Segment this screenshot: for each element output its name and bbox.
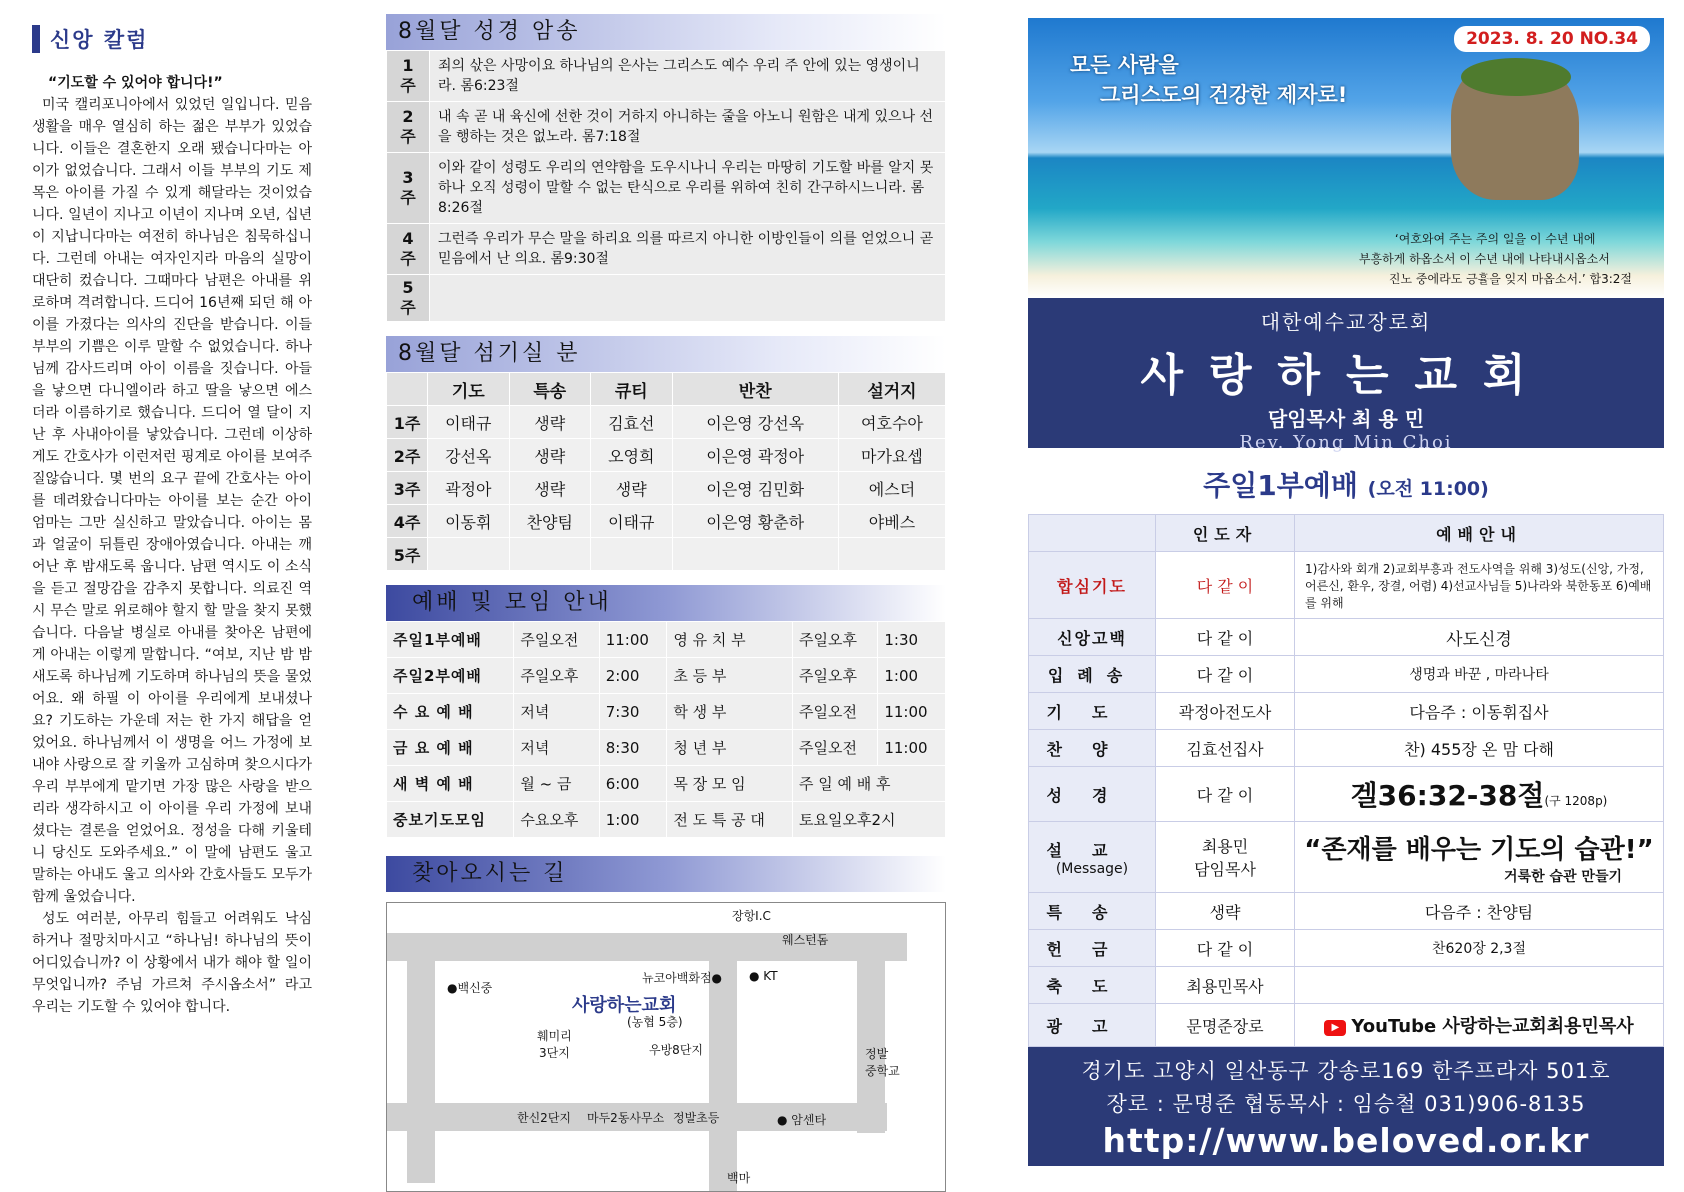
order-guide <box>1295 1004 1664 1047</box>
table-row <box>1029 656 1664 693</box>
order-name: 헌금 <box>1029 930 1156 967</box>
footer <box>1028 1047 1664 1166</box>
directions-map <box>386 902 946 1192</box>
cell: 저녁 <box>514 694 599 730</box>
essay-title: “기도할 수 있어야 합니다!” <box>48 75 223 91</box>
essay-paragraph-2: 성도 여러분, 아무리 힘들고 어려워도 낙심하거나 절망치마시고 “하나님! 하나님의 뜻이 어디있습니까? 이 상황에서 내가 해야 할 일이 무엇입니까? 주님 가르쳐 주시옵소서” 라고 우리는 기도할 수 있어야 합니다. <box>32 911 312 1015</box>
map-label: ● 암센타 <box>777 1113 827 1127</box>
table-row <box>387 102 946 153</box>
map-label: 장항I.C <box>732 909 771 923</box>
table-row <box>1029 822 1664 893</box>
order-guide: 생명과 바꾼 , 마라나타 <box>1295 656 1664 693</box>
table-row <box>387 505 946 538</box>
cell: 전 도 특 공 대 <box>667 802 793 838</box>
cell: 이태규 <box>591 505 673 538</box>
table-row <box>387 153 946 224</box>
map-label: 정발초등 <box>673 1111 720 1125</box>
youtube-icon: ▶ <box>1324 1020 1346 1036</box>
cell <box>672 538 838 571</box>
slogan <box>1070 50 1347 110</box>
cell: 3주 <box>387 472 428 505</box>
cell: 5주 <box>387 538 428 571</box>
cell: 주일2부예배 <box>387 658 514 694</box>
order-leader: 문명준장로 <box>1156 1004 1295 1047</box>
cell: 1:00 <box>599 802 667 838</box>
verse-text <box>430 275 946 322</box>
bulletin-cover <box>1028 18 1664 1166</box>
service-title <box>1028 464 1664 504</box>
faith-column <box>32 22 312 1018</box>
map-label: 마두2동사무소 <box>587 1111 665 1125</box>
order-name-sub: (Message) <box>1055 860 1129 877</box>
cell: 이은영 황춘하 <box>672 505 838 538</box>
week-label: 1주 <box>387 51 430 102</box>
table-row <box>387 275 946 322</box>
order-leader: 다 같 이 <box>1156 767 1295 822</box>
cell: 생략 <box>509 472 591 505</box>
table-row <box>1029 1004 1664 1047</box>
service-name: 주일1부예배 <box>1203 469 1358 502</box>
cover-quote <box>1359 229 1632 289</box>
cell: 주일오전 <box>793 730 878 766</box>
order-guide: 1)감사와 회개 2)교회부흥과 전도사역을 위해 3)성도(신앙, 가정, 어른신, 환우, 장결, 어렴) 4)선교사님들 5)나라와 북한동포 6)예배를 위해 <box>1295 552 1664 619</box>
table-row <box>387 622 946 658</box>
meetings-header: 예배 및 모임 안내 <box>386 585 946 621</box>
duty-table <box>386 372 946 571</box>
map-church-label: 사랑하는교회 <box>572 995 677 1016</box>
preacher-title: 담임목사 <box>1194 860 1256 879</box>
table-row <box>1029 552 1664 619</box>
order-guide: 사도신경 <box>1295 619 1664 656</box>
week-label: 5주 <box>387 275 430 322</box>
cell: 월 ~ 금 <box>514 766 599 802</box>
map-label: ●백신중 <box>447 981 493 995</box>
church-name: 사랑하는교회 <box>1140 350 1552 401</box>
order-leader: 다 같 이 <box>1156 930 1295 967</box>
table-row <box>387 51 946 102</box>
map-label: 훼미리 3단지 <box>537 1029 572 1060</box>
scripture-reference: 겔36:32-38절 <box>1350 779 1545 812</box>
cell: 2:00 <box>599 658 667 694</box>
scripture-page: (구 1208p) <box>1544 794 1608 808</box>
table-row <box>387 538 946 571</box>
cell: 1:30 <box>878 622 946 658</box>
verses-table <box>386 50 946 322</box>
header-bar <box>32 25 40 53</box>
map-label: 뉴코아백화점● <box>642 971 723 985</box>
map-label: 백마 <box>727 1171 751 1185</box>
cell: 중보기도모임 <box>387 802 514 838</box>
order-leader: 다 같 이 <box>1156 619 1295 656</box>
cell: 찬양팀 <box>509 505 591 538</box>
cell: 곽정아 <box>428 472 510 505</box>
order-leader: 다 같 이 <box>1156 656 1295 693</box>
table-row <box>1029 619 1664 656</box>
cell: 생략 <box>591 472 673 505</box>
cell: 마가요셉 <box>838 439 945 472</box>
col-header: 특송 <box>509 373 591 406</box>
cell: 7:30 <box>599 694 667 730</box>
quote-line: ‘여호와여 주는 주의 일을 이 수년 내에 <box>1394 232 1596 246</box>
col-header <box>1029 515 1156 552</box>
issue-date: 2023. 8. 20 NO.34 <box>1454 26 1650 52</box>
table-row <box>387 658 946 694</box>
order-name: 축도 <box>1029 967 1156 1004</box>
cell: 주일오후 <box>793 622 878 658</box>
slogan-line-1: 모든 사람을 <box>1070 53 1179 77</box>
island-rock-image <box>1451 60 1579 200</box>
verse-text: 죄의 삯은 사망이요 하나님의 은사는 그리스도 예수 우리 주 안에 있는 영생이니라. 롬6:23절 <box>430 51 946 102</box>
church-banner <box>1028 298 1664 453</box>
cell: 이은영 강선옥 <box>672 406 838 439</box>
order-name: 합심기도 <box>1029 552 1156 619</box>
church-address: 경기도 고양시 일산동구 강송로169 한주프라자 501호 <box>1081 1059 1611 1083</box>
cell: 4주 <box>387 505 428 538</box>
col-header: 반찬 <box>672 373 838 406</box>
directions-header: 찾아오시는 길 <box>386 856 946 892</box>
table-row <box>387 766 946 802</box>
table-row <box>1029 730 1664 767</box>
church-website-link[interactable]: http://www.beloved.or.kr <box>1102 1121 1590 1160</box>
table-header-row <box>387 373 946 406</box>
order-name-text: 설교 <box>1046 840 1138 860</box>
cell: 11:00 <box>878 730 946 766</box>
order-leader <box>1156 822 1295 893</box>
verses-header: 8월달 성경 암송 <box>386 14 946 50</box>
col-header: 예배안내 <box>1295 515 1664 552</box>
col-header <box>387 373 428 406</box>
table-row <box>1029 967 1664 1004</box>
cell: 이은영 김민화 <box>672 472 838 505</box>
cell: 목 장 모 임 <box>667 766 793 802</box>
duty-header: 8월달 섬기실 분 <box>386 336 946 372</box>
meetings-table <box>386 621 946 838</box>
sermon-subtitle: 거룩한 습관 만들기 <box>1504 868 1622 885</box>
cell: 야베스 <box>838 505 945 538</box>
pastor-name-en: Rev. Yong Min Choi <box>1239 432 1453 453</box>
table-row <box>387 802 946 838</box>
order-leader: 최용민목사 <box>1156 967 1295 1004</box>
cell: 주일1부예배 <box>387 622 514 658</box>
week-label: 3주 <box>387 153 430 224</box>
table-row <box>387 694 946 730</box>
table-row <box>387 224 946 275</box>
order-guide <box>1295 967 1664 1004</box>
cell <box>838 538 945 571</box>
cell: 생략 <box>509 439 591 472</box>
cell: 학 생 부 <box>667 694 793 730</box>
cell: 8:30 <box>599 730 667 766</box>
cell: 금 요 예 배 <box>387 730 514 766</box>
map-label: 정발 중학교 <box>865 1047 900 1078</box>
order-name: 신앙고백 <box>1029 619 1156 656</box>
worship-order-table <box>1028 514 1664 1047</box>
order-guide: 찬620장 2,3절 <box>1295 930 1664 967</box>
cell: 1주 <box>387 406 428 439</box>
cell: 토요일오후2시 <box>793 802 946 838</box>
col-header: 기도 <box>428 373 510 406</box>
order-name: 입례송 <box>1029 656 1156 693</box>
cell: 11:00 <box>599 622 667 658</box>
quote-line: 부흥하게 하옵소서 이 수년 내에 나타내시옵소서 <box>1358 252 1610 266</box>
table-row <box>387 730 946 766</box>
verse-text: 이와 같이 성령도 우리의 연약함을 도우시나니 우리는 마땅히 기도할 바를 알지 못하나 오직 성령이 말할 수 없는 탄식으로 우리를 위하여 친히 간구하시느니라. 롬8:26절 <box>430 153 946 224</box>
cell: 영 유 치 부 <box>667 622 793 658</box>
slogan-line-2: 그리스도의 건강한 제자로! <box>1100 83 1348 107</box>
youtube-channel[interactable]: YouTube 사랑하는교회최용민목사 <box>1351 1016 1634 1037</box>
map-label: 우방8단지 <box>649 1043 704 1057</box>
cell: 수요오후 <box>514 802 599 838</box>
road <box>407 933 435 1183</box>
order-guide: 찬) 455장 온 맘 다해 <box>1295 730 1664 767</box>
order-guide <box>1295 822 1664 893</box>
order-name: 특송 <box>1029 893 1156 930</box>
cell: 2주 <box>387 439 428 472</box>
table-row <box>387 439 946 472</box>
cell: 초 등 부 <box>667 658 793 694</box>
table-row <box>1029 930 1664 967</box>
cell: 오영희 <box>591 439 673 472</box>
table-header-row <box>1029 515 1664 552</box>
cell: 에스더 <box>838 472 945 505</box>
order-name: 광고 <box>1029 1004 1156 1047</box>
essay <box>32 72 312 1018</box>
order-leader: 김효선집사 <box>1156 730 1295 767</box>
road <box>387 933 907 961</box>
verse-text: 내 속 곧 내 육신에 선한 것이 거하지 아니하는 줄을 아노니 원함은 내게 있으나 선을 행하는 것은 없노라. 롬7:18절 <box>430 102 946 153</box>
cell: 수 요 예 배 <box>387 694 514 730</box>
map-label: 웨스턴돔 <box>782 933 829 947</box>
table-row <box>1029 767 1664 822</box>
cell: 주일오후 <box>514 658 599 694</box>
cell <box>509 538 591 571</box>
map-label: 한신2단지 <box>517 1111 572 1125</box>
cell: 강선옥 <box>428 439 510 472</box>
cell: 주일오전 <box>793 694 878 730</box>
order-guide: 다음주 : 찬양팀 <box>1295 893 1664 930</box>
table-row <box>1029 693 1664 730</box>
cell: 1:00 <box>878 658 946 694</box>
service-time: (오전 11:00) <box>1367 478 1489 500</box>
order-name: 찬양 <box>1029 730 1156 767</box>
col-header: 설거지 <box>838 373 945 406</box>
cell <box>591 538 673 571</box>
cell: 이은영 곽정아 <box>672 439 838 472</box>
column-header <box>32 22 312 56</box>
map-label: ● KT <box>749 969 778 983</box>
church-contacts: 장로 : 문명준 협동목사 : 임승철 031)906-8135 <box>1106 1092 1586 1116</box>
table-row <box>1029 893 1664 930</box>
cell: 주일오전 <box>514 622 599 658</box>
sermon-title: “존재를 배우는 기도의 습관!” <box>1304 834 1654 865</box>
cell: 주 일 예 배 후 <box>793 766 946 802</box>
cell: 이동휘 <box>428 505 510 538</box>
cell: 이태규 <box>428 406 510 439</box>
map-label: (농협 5층) <box>627 1015 683 1029</box>
road <box>857 933 885 1133</box>
info-column <box>386 14 946 1192</box>
cell: 청 년 부 <box>667 730 793 766</box>
denomination: 대한예수교장로회 <box>1260 310 1432 334</box>
order-name <box>1029 822 1156 893</box>
order-leader: 생략 <box>1156 893 1295 930</box>
col-header: 큐티 <box>591 373 673 406</box>
week-label: 4주 <box>387 224 430 275</box>
order-leader: 곽정아전도사 <box>1156 693 1295 730</box>
cell: 6:00 <box>599 766 667 802</box>
cell: 생략 <box>509 406 591 439</box>
cell: 저녁 <box>514 730 599 766</box>
essay-paragraph-1: 미국 캘리포니아에서 있었던 일입니다. 믿음 생활을 매우 열심히 하는 젊은 부부가 있었습니다. 이들은 결혼한지 오래 됐습니다마는 아이가 없었습니다. 그래서 이들 부부의 기도 제목은 아이를 가질 수 있게 해달라는 것이었습니다. 일년이 지나고 이년이 지나며 오년, 십년이 지납니다마는 여전히 하나님은 침묵하십니다. 그런데 아내는 여자인지라 마음의 실망이 대단히 컸습니다. 그때마다 남편은 아내를 위로하며 격려합니다. 드디어 16년째 되던 해 아이를 가졌다는 의사의 진단을 받습니다. 이들 부부의 기쁨은 이루 말할 수 없었습니다. 하나님께 감사드리며 아이 이름을 짓습니다. 아들을 낳으면 다니엘이라 하고 딸을 낳으면 에스더라 이름하기로 했습니다. 드디어 열 달이 지난 후 사내아이를 낳았습니다. 그런데 이상하게도 간호사가 이런저런 핑계로 아이를 보여주질않습니다. 몇 번의 요구 끝에 간호사는 아이를 데려왔습니다마는 아이를 보는 순간 아이 엄마는 그만 실신하고 말았습니다. 아이는 몸과 얼굴이 뒤틀린 장애아였습니다. 아내는 깨어난 후 밤새도록 웁니다. 남편 역시도 이 소식을 듣고 절망감을 감추지 못합니다. 의료진 역시 무슨 말로 위로해야 할지 할 말을 찾지 못했습니다. 다음날 병실로 아내를 찾아온 남편에게 아내는 이렇게 말합니다. “여보, 지난 밤 밤새도록 하나님께 기도하며 하나님의 뜻을 물었어요. 왜 하필 이 아이를 우리에게 보내셨나요? 기도하는 가운데 저는 한 가지 해답을 얻었어요. 하나님께서 이 생명을 어느 가정에 보내야 사랑으로 잘 키울까 고심하며 찾으시다가 우리 부부에게 맡기면 가장 많은 사랑을 받으리라 생각하시고 이 아이를 우리 가정에 보내셨다는 결론을 얻었어요. 정성을 다해 키울테니 당신도 도와주세요.” 이 말에 남편도 울고 말하는 아내도 울고 의사와 간호사들도 모두가 함께 울었습니다. <box>32 97 312 905</box>
order-guide: 다음주 : 이동휘집사 <box>1295 693 1664 730</box>
verse-text: 그런즉 우리가 무슨 말을 하리요 의를 따르지 아니한 이방인들이 의를 얻었으니 곧 믿음에서 난 의요. 롬9:30절 <box>430 224 946 275</box>
preacher-name: 최용민 <box>1201 837 1249 856</box>
col-header: 인도자 <box>1156 515 1295 552</box>
order-leader: 다 같 이 <box>1156 552 1295 619</box>
cell: 여호수아 <box>838 406 945 439</box>
cell: 주일오후 <box>793 658 878 694</box>
order-guide <box>1295 767 1664 822</box>
cell: 새 벽 예 배 <box>387 766 514 802</box>
pastor-name: 담임목사 최 용 민 <box>1267 407 1425 431</box>
cell: 11:00 <box>878 694 946 730</box>
order-name: 기도 <box>1029 693 1156 730</box>
week-label: 2주 <box>387 102 430 153</box>
column-title: 신앙 칼럼 <box>50 28 149 52</box>
cell: 김효선 <box>591 406 673 439</box>
table-row <box>387 472 946 505</box>
cell <box>428 538 510 571</box>
cover-photo <box>1028 18 1664 298</box>
table-row <box>387 406 946 439</box>
quote-line: 진노 중에라도 긍휼을 잊지 마옵소서.’ 합3:2절 <box>1388 272 1632 286</box>
order-name: 성경 <box>1029 767 1156 822</box>
